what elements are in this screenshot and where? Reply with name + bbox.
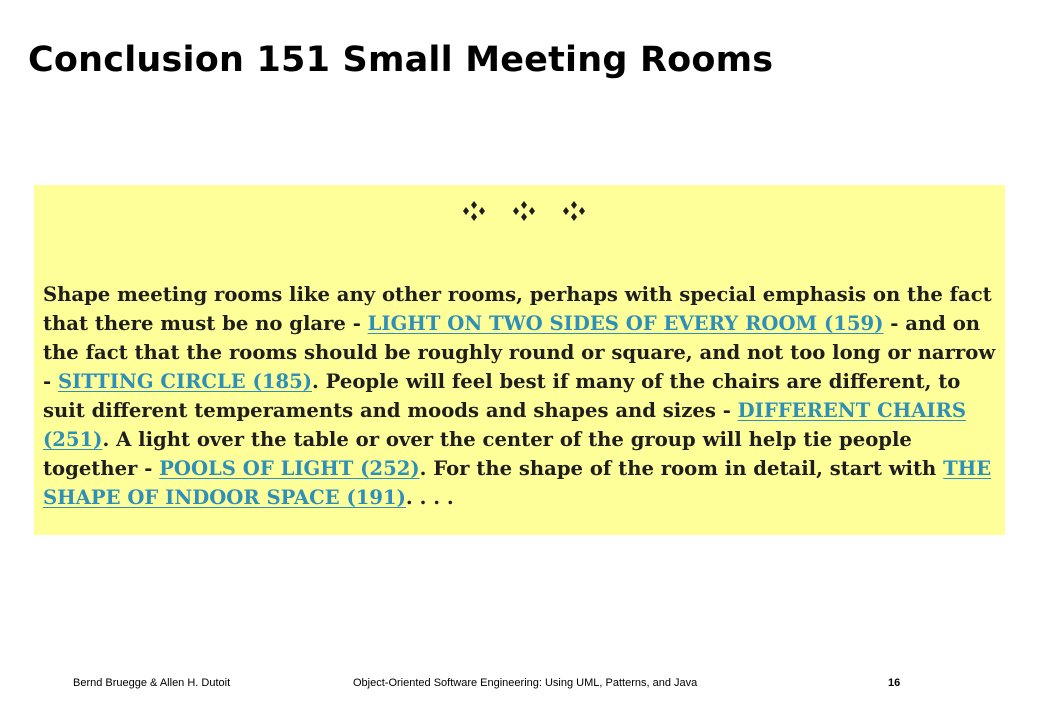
link-light-on-two-sides[interactable]: LIGHT ON TWO SIDES OF EVERY ROOM (159)	[367, 312, 884, 335]
text-segment: . For the shape of the room in detail, start with	[419, 457, 944, 480]
slide-title: Conclusion 151 Small Meeting Rooms	[28, 40, 774, 80]
footer-book-title: Object-Oriented Software Engineering: Using UML, Patterns, and Java	[353, 677, 698, 689]
four-diamond-ornament-icon	[562, 200, 586, 222]
footer-authors: Bernd Bruegge & Allen H. Dutoit	[73, 677, 231, 689]
footer-page-number: 16	[888, 677, 901, 689]
four-diamond-ornament-icon	[462, 200, 486, 222]
link-shape-of-indoor-space[interactable]: THE SHAPE OF INDOOR SPACE (191)	[43, 457, 992, 509]
text-segment: . People will feel best if many of the chairs are different, to suit different temperaments and moods and shapes and sizes -	[43, 370, 961, 422]
pattern-conclusion-text	[43, 280, 997, 512]
link-different-chairs[interactable]: DIFFERENT CHAIRS (251)	[43, 399, 967, 451]
text-segment: - and on the fact that the rooms should be roughly round or square, and not too long or narrow -	[43, 312, 996, 393]
pattern-excerpt-panel	[34, 185, 1005, 535]
text-segment: . . . .	[405, 486, 454, 509]
text-segment: . A light over the table or over the center of the group will help tie people together -	[43, 428, 912, 480]
link-pools-of-light[interactable]: POOLS OF LIGHT (252)	[159, 457, 420, 480]
four-diamond-ornament-icon	[512, 200, 536, 222]
link-sitting-circle[interactable]: SITTING CIRCLE (185)	[57, 370, 312, 393]
text-segment: Shape meeting rooms like any other rooms, perhaps with special emphasis on the fact that there must be no glare -	[43, 283, 992, 335]
ornament-row	[462, 200, 587, 222]
